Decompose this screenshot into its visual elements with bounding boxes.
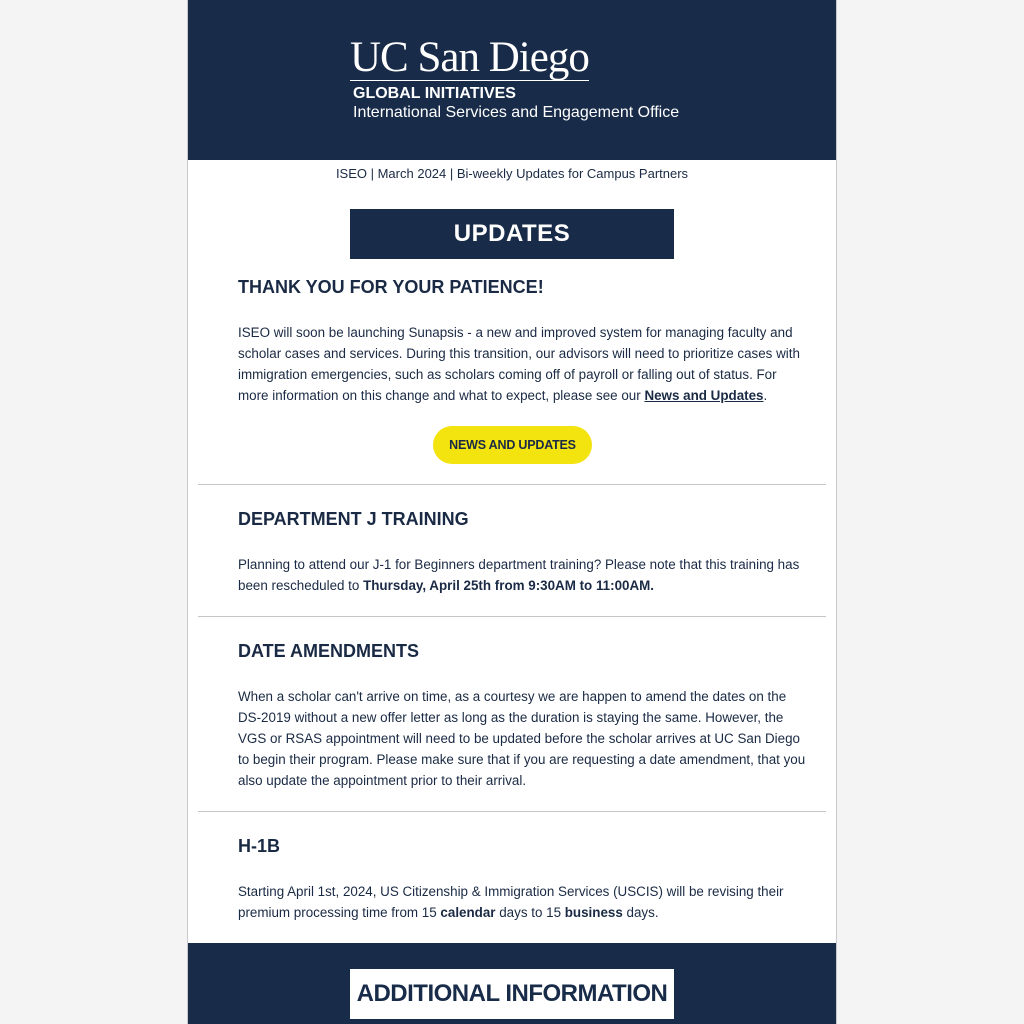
preheader-text: ISEO | March 2024 | Bi-weekly Updates for Campus Partners [335,166,689,181]
section-title-amendments: DATE AMENDMENTS [238,641,419,661]
section-body-patience [238,322,808,406]
section-body-training [238,554,808,596]
footer [188,943,836,1024]
divider [198,616,826,617]
updates-banner: UPDATES [350,209,674,259]
header [188,0,836,160]
additional-information-banner: ADDITIONAL INFORMATION [350,969,674,1019]
body-text: days to 15 [495,905,565,920]
news-and-updates-button[interactable]: NEWS AND UPDATES [433,426,592,464]
bold-calendar: calendar [440,905,496,920]
section-title-training: DEPARTMENT J TRAINING [238,509,469,529]
email-container [187,0,837,1024]
section-body-h1b [238,881,808,923]
body-text-end: . [763,388,768,403]
section-title-patience: THANK YOU FOR YOUR PATIENCE! [238,277,544,297]
body-text: Starting April 1st, 2024, US Citizenship & Immigration Services (USCIS) will be revising their premium processing time from 15 [238,884,784,920]
bold-business: business [564,905,623,920]
body-text-end: days. [622,905,659,920]
division-name: GLOBAL INITIATIVES [353,85,516,102]
section-title-h1b: H-1B [238,836,281,856]
ucsd-logo: UC San Diego [350,34,589,81]
divider [198,811,826,812]
news-and-updates-link[interactable]: News and Updates [644,388,764,403]
divider [198,484,826,485]
body-text: Planning to attend our J-1 for Beginners department training? Please note that this training has been rescheduled to [238,557,800,593]
training-date: Thursday, April 25th from 9:30AM to 11:00AM. [363,578,655,593]
office-name: International Services and Engagement Office [353,104,680,121]
body-text: ISEO will soon be launching Sunapsis - a new and improved system for managing faculty and scholar cases and services. During this transition, our advisors will need to prioritize cases with immigration emergencies, such as scholars coming off of payroll or falling out of status. For more information on this change and what to expect, please see our [238,325,800,403]
section-body-amendments: When a scholar can't arrive on time, as a courtesy we are happen to amend the dates on the DS-2019 without a new offer letter as long as the duration is staying the same. However, the VGS or RSAS appointment will need to be updated before the scholar arrives at UC San Diego to begin their program. Please make sure that if you are requesting a date amendment, that you also update the appointment prior to their arrival. [238,689,806,788]
